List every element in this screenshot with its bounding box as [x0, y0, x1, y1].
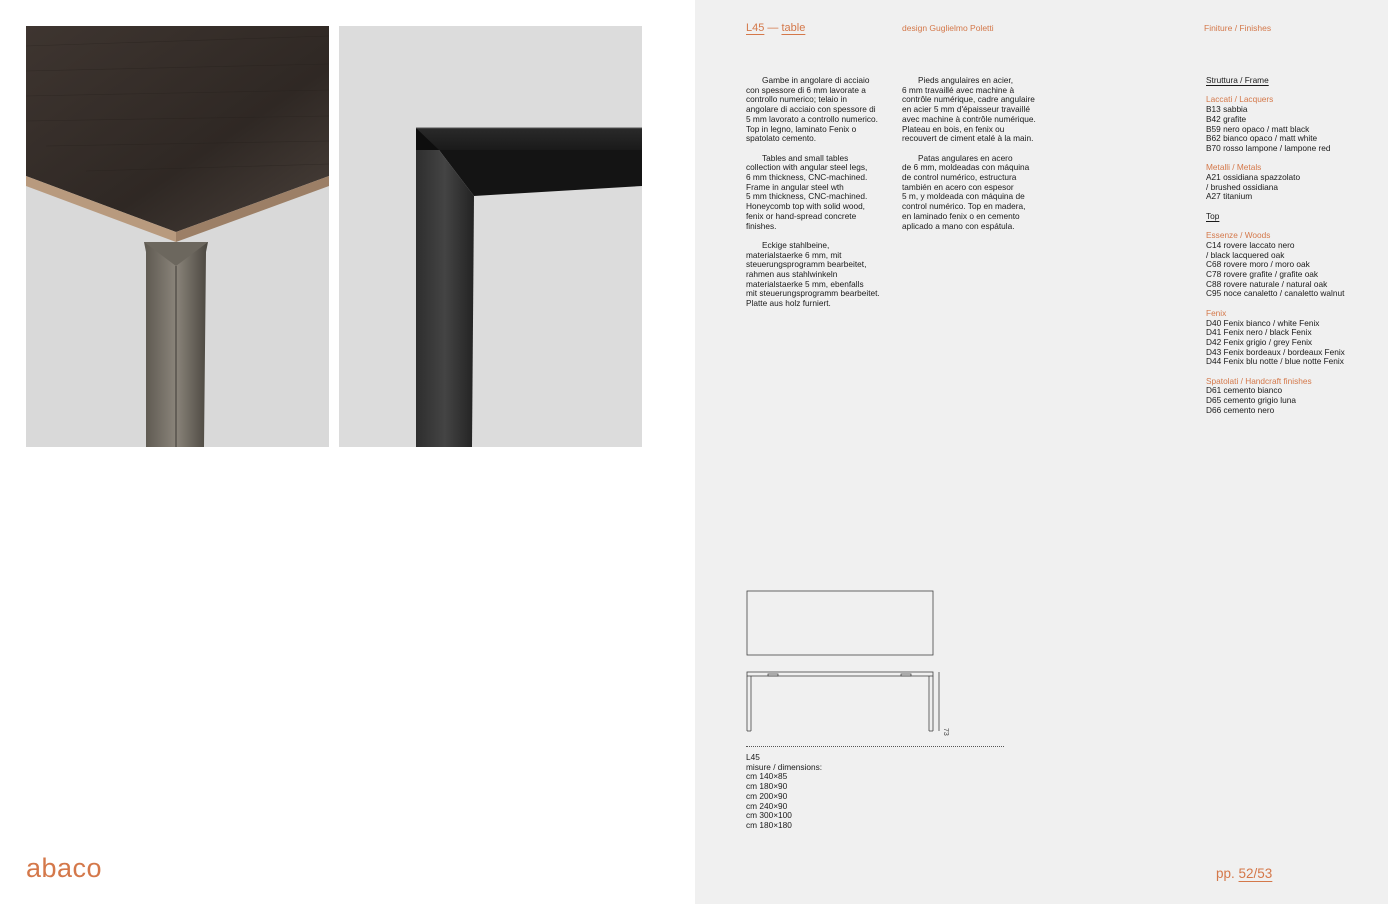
finish-item: D65 cemento grigio luna	[1206, 395, 1296, 406]
finish-item: D44 Fenix blu notte / blue notte Fenix	[1206, 356, 1344, 367]
finish-item: C14 rovere laccato nero	[1206, 239, 1295, 250]
product-code: L45	[746, 22, 765, 34]
finish-item: B42 grafite	[1206, 113, 1247, 124]
description-french: Pieds angulaires en acier, 6 mm travaillé avec machine à contrôle numérique, cadre angulaire en acier 5 mm d'épaisseur travaillé avec machine à contrôle numérique. Plateau en bois, en fenix ou recouvert de ciment etalé à la main.	[902, 75, 1036, 144]
finish-item: / black lacquered oak	[1206, 249, 1285, 260]
right-page	[695, 0, 1388, 904]
dimension-size: cm 240×90	[746, 800, 788, 811]
finish-item: A27 titanium	[1206, 191, 1253, 202]
finish-group-title: Laccati / Lacquers	[1206, 94, 1274, 105]
page-numbers: 52/53	[1238, 866, 1273, 881]
finish-group	[1206, 231, 1376, 299]
finish-item: D41 Fenix nero / black Fenix	[1206, 327, 1312, 338]
dimension-size: cm 200×90	[746, 790, 788, 801]
finish-item: C68 rovere moro / moro oak	[1206, 259, 1310, 270]
finish-item: B13 sabbia	[1206, 104, 1248, 115]
dimension-size: cm 180×180	[746, 819, 792, 830]
finish-item: / brushed ossidiana	[1206, 181, 1278, 192]
top-heading: Top	[1206, 210, 1220, 221]
dimension-size: cm 180×90	[746, 781, 788, 792]
description-italian: Gambe in angolare di acciaio con spessore di 6 mm lavorate a controllo numerico; telaio in angolare di acciaio con spessore di 5 mm lavorato a controllo numerico. Top in legno, laminato Fenix o spatolato cemento.	[746, 75, 878, 144]
finish-item: B62 bianco opaco / matt white	[1206, 133, 1318, 144]
finish-group	[1206, 377, 1376, 416]
height-label: 73	[942, 728, 949, 736]
plan-view-top	[747, 591, 933, 655]
description-column-2	[902, 76, 1052, 241]
finish-item: D66 cemento nero	[1206, 404, 1275, 415]
technical-drawing	[746, 588, 956, 738]
product-title	[746, 22, 805, 34]
dimension-size: cm 140×85	[746, 771, 788, 782]
finish-group-title: Essenze / Woods	[1206, 230, 1271, 241]
finish-item: C88 rovere naturale / natural oak	[1206, 278, 1328, 289]
finish-item: A21 ossidiana spazzolato	[1206, 172, 1301, 182]
finish-item: D40 Fenix bianco / white Fenix	[1206, 317, 1320, 328]
designer-credit: design Guglielmo Poletti	[902, 23, 994, 33]
finish-item: D42 Fenix grigio / grey Fenix	[1206, 336, 1313, 347]
dotted-divider	[746, 746, 1004, 747]
finish-group-title: Metalli / Metals	[1206, 162, 1262, 173]
dimensions-block	[746, 753, 822, 831]
description-german: Eckige stahlbeine, materialstaerke 6 mm, mit steuerungsprogramm bearbeitet, rahmen aus stahlwinkeln materialstaerke 5 mm, ebenfalls mit steuerungsprogramm bearbeitet. Platte aus holz furniert.	[746, 239, 880, 309]
dimensions-label: misure / dimensions:	[746, 761, 823, 772]
table-corner-photo-wood	[26, 26, 329, 447]
description-column-1	[746, 76, 896, 319]
dimensions-sizes	[746, 772, 822, 830]
finishes-list	[1206, 76, 1376, 425]
finish-group-title: Spatolati / Handcraft finishes	[1206, 375, 1312, 386]
finish-group	[1206, 163, 1376, 202]
finish-group	[1206, 309, 1376, 367]
finish-item: C78 rovere grafite / grafite oak	[1206, 269, 1319, 279]
page-number	[1216, 866, 1272, 881]
dimension-size: cm 300×100	[746, 810, 792, 821]
finish-item: B59 nero opaco / matt black	[1206, 123, 1310, 134]
brand-logo[interactable]: abaco	[26, 853, 103, 883]
finish-group-title: Fenix	[1206, 307, 1227, 318]
finish-item: C95 noce canaletto / canaletto walnut	[1206, 288, 1345, 299]
finish-item: D43 Fenix bordeaux / bordeaux Fenix	[1206, 346, 1345, 357]
finish-item: D61 cemento bianco	[1206, 385, 1283, 396]
side-elevation	[747, 672, 939, 731]
title-dash: —	[764, 22, 782, 34]
top-groups	[1206, 231, 1376, 415]
table-corner-photo-black	[339, 26, 642, 447]
dimensions-model: L45	[746, 752, 760, 762]
description-spanish: Patas angulares en acero de 6 mm, moldeadas con máquina de control numérico, estructura también en acero con espesor 5 m, y moldeada con máquina de control numérico. Top en madera, en laminado fenix o en cemento aplicado a mano con espátula.	[902, 152, 1030, 231]
page-prefix: pp.	[1216, 866, 1239, 881]
product-name: table	[781, 22, 806, 34]
finish-item: B70 rosso lampone / lampone red	[1206, 142, 1331, 153]
frame-groups	[1206, 95, 1376, 202]
finishes-heading: Finiture / Finishes	[1204, 23, 1272, 33]
description-english: Tables and small tables collection with angular steel legs, 6 mm thickness, CNC-machined. Frame in angular steel wth 5 mm thickness, CNC-machined. Honeycomb top with solid wood, fenix or hand-spread concrete finishes.	[746, 152, 868, 231]
frame-heading: Struttura / Frame	[1206, 75, 1269, 85]
finish-group	[1206, 95, 1376, 153]
